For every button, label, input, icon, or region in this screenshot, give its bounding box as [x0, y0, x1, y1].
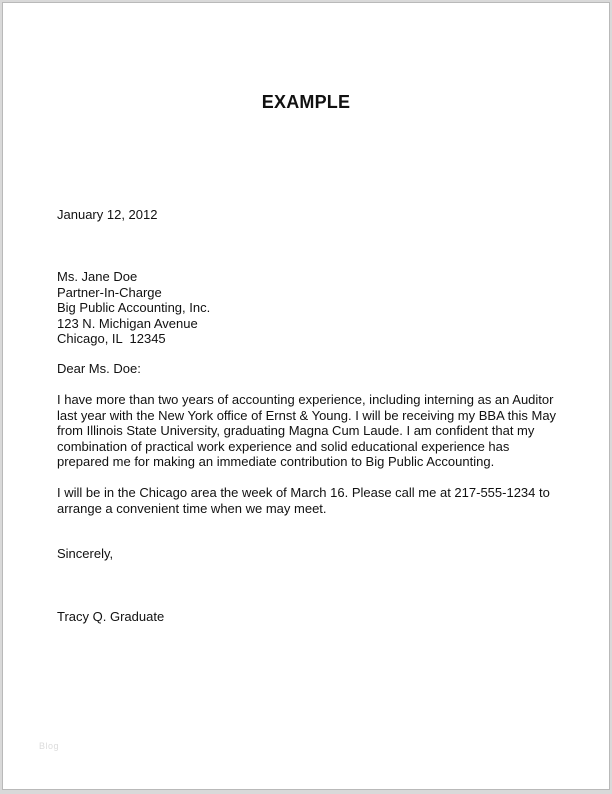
body-paragraph-2: [57, 485, 577, 516]
watermark: Blog: [39, 741, 60, 751]
letter-page: [2, 2, 610, 790]
body-paragraph-1: [57, 392, 577, 470]
closing: Sincerely,: [57, 546, 114, 561]
paragraph-line: from Illinois State University, graduating Magna Cum Laude. I am confident that my: [57, 423, 535, 439]
recipient-name: Ms. Jane Doe: [57, 269, 138, 284]
recipient-company: Big Public Accounting, Inc.: [57, 300, 211, 316]
recipient-address: [57, 269, 577, 347]
recipient-title: Partner-In-Charge: [57, 284, 162, 300]
recipient-street: 123 N. Michigan Avenue: [57, 315, 198, 331]
recipient-city-state-zip: Chicago, IL 12345: [57, 331, 166, 347]
letter-heading: EXAMPLE: [261, 92, 351, 112]
paragraph-line: arrange a convenient time when we may meet.: [57, 500, 327, 516]
paragraph-line: I have more than two years of accounting experience, including interning as an Auditor: [57, 392, 554, 407]
paragraph-line: I will be in the Chicago area the week of March 16. Please call me at 217-555-1234 to: [57, 485, 550, 500]
letter-date: January 12, 2012: [57, 207, 158, 222]
signature-name: Tracy Q. Graduate: [57, 609, 165, 624]
salutation: Dear Ms. Doe:: [57, 361, 141, 376]
paragraph-line: prepared me for making an immediate contribution to Big Public Accounting.: [57, 454, 495, 470]
paragraph-line: combination of practical work experience and solid educational experience has: [57, 438, 510, 454]
paragraph-line: last year with the New York office of Ernst & Young. I will be receiving my BBA this May: [57, 407, 557, 423]
